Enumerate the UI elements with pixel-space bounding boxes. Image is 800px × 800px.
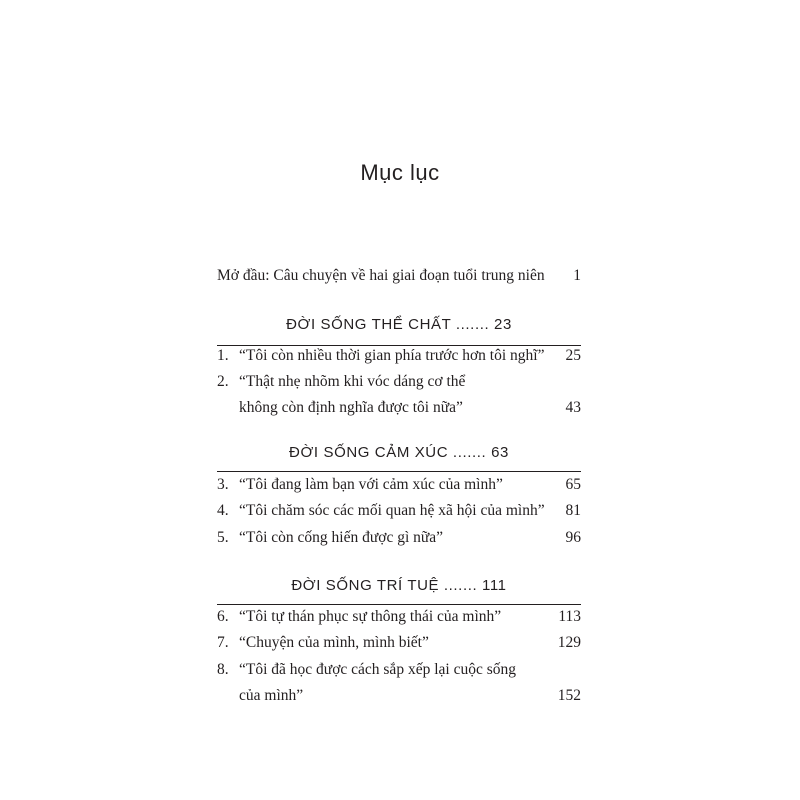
- section-heading-intellectual: ĐỜI SỐNG TRÍ TUỆ ....... 111: [291, 577, 507, 594]
- entry-number: 1.: [217, 347, 229, 364]
- toc-intro-text: Mở đầu: Câu chuyện về hai giai đoạn tuổi trung niên: [217, 267, 545, 284]
- toc-intro-entry: [217, 267, 581, 285]
- entry-page: 65: [565, 476, 581, 493]
- toc-entry: [217, 369, 581, 421]
- entry-page: 25: [565, 347, 581, 364]
- toc-entry: [217, 657, 581, 709]
- toc-entry: [217, 343, 581, 369]
- entry-page: 81: [565, 502, 581, 519]
- toc-intro-page: 1: [573, 267, 581, 284]
- entry-page: 113: [558, 608, 581, 625]
- entry-title-continued: của mình”: [239, 687, 304, 704]
- entry-title: “Tôi chăm sóc các mối quan hệ xã hội của mình”: [239, 502, 545, 519]
- entry-page: 96: [565, 529, 581, 546]
- entry-title: “Tôi đã học được cách sắp xếp lại cuộc sống: [239, 661, 516, 678]
- entry-title: “Tôi còn nhiều thời gian phía trước hơn tôi nghĩ”: [239, 347, 545, 364]
- section-heading-emotional: ĐỜI SỐNG CẢM XÚC ....... 63: [289, 444, 509, 461]
- entry-page: 43: [565, 399, 581, 416]
- toc-entry: [217, 498, 581, 524]
- entry-title: “Tôi đang làm bạn với cảm xúc của mình”: [239, 476, 503, 493]
- entry-number: 8.: [217, 661, 229, 678]
- page-title: Mục lục: [360, 160, 440, 185]
- entry-title: “Tôi tự thán phục sự thông thái của mình”: [239, 608, 502, 625]
- entry-title: “Chuyện của mình, mình biết”: [239, 634, 429, 651]
- entry-page: 129: [557, 634, 581, 651]
- entry-number: 7.: [217, 634, 229, 651]
- toc-entry: [217, 630, 581, 656]
- entry-number: 4.: [217, 502, 229, 519]
- entry-title-continued: không còn định nghĩa được tôi nữa”: [239, 399, 463, 416]
- toc-entry: [217, 525, 581, 551]
- entry-number: 3.: [217, 476, 229, 493]
- section-heading-physical: ĐỜI SỐNG THỂ CHẤT ....... 23: [286, 316, 512, 333]
- entry-number: 5.: [217, 529, 229, 546]
- entry-page: 152: [557, 687, 581, 704]
- entry-number: 6.: [217, 608, 229, 625]
- toc-entry: [217, 472, 581, 498]
- toc-entry: [217, 604, 581, 630]
- entry-title: “Tôi còn cống hiến được gì nữa”: [239, 529, 444, 546]
- entry-number: 2.: [217, 373, 229, 390]
- entry-title: “Thật nhẹ nhõm khi vóc dáng cơ thể: [239, 373, 466, 390]
